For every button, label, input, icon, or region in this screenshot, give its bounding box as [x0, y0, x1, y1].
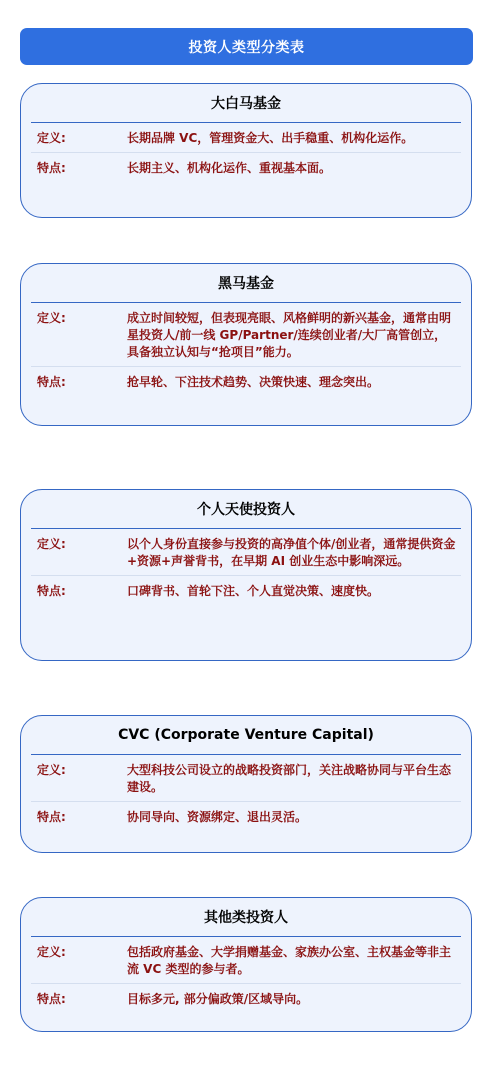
- feature-text: 目标多元, 部分偏政策/区域导向。: [127, 992, 309, 1006]
- definition-row: [31, 529, 461, 576]
- card-title: 黑马基金: [31, 264, 461, 303]
- card-big-white-horse-fund: [20, 83, 472, 218]
- feature-text: 抢早轮、下注技术趋势、决策快速、理念突出。: [127, 375, 380, 389]
- card-dark-horse-fund: [20, 263, 472, 426]
- card-other-investors: [20, 897, 472, 1032]
- definition-label: 定义:: [37, 945, 66, 959]
- feature-row: [31, 153, 461, 182]
- card-title: 个人天使投资人: [31, 490, 461, 529]
- definition-row: [31, 303, 461, 367]
- definition-text: 成立时间较短，但表现亮眼、风格鲜明的新兴基金，通常由明星投资人/前一线 GP/Partner/连续创业者/大厂高管创立，具备独立认知与“抢项目”能力。: [127, 311, 452, 359]
- definition-row: [31, 123, 461, 153]
- card-angel-investor: [20, 489, 472, 661]
- feature-text: 协同导向、资源绑定、退出灵活。: [127, 810, 308, 824]
- feature-label: 特点:: [37, 810, 66, 824]
- feature-text: 口碑背书、首轮下注、个人直觉决策、速度快。: [127, 584, 380, 598]
- feature-row: [31, 984, 461, 1013]
- feature-row: [31, 367, 461, 396]
- card-title: CVC (Corporate Venture Capital): [31, 716, 461, 755]
- definition-text: 大型科技公司设立的战略投资部门，关注战略协同与平台生态建设。: [127, 763, 452, 794]
- card-title: 其他类投资人: [31, 898, 461, 937]
- card-cvc: [20, 715, 472, 853]
- definition-row: [31, 755, 461, 802]
- definition-label: 定义:: [37, 311, 66, 325]
- definition-label: 定义:: [37, 537, 66, 551]
- definition-label: 定义:: [37, 763, 66, 777]
- definition-row: [31, 937, 461, 984]
- definition-text: 包括政府基金、大学捐赠基金、家族办公室、主权基金等非主流 VC 类型的参与者。: [127, 945, 452, 976]
- feature-row: [31, 802, 461, 831]
- card-title: 大白马基金: [31, 84, 461, 123]
- definition-label: 定义:: [37, 131, 66, 145]
- page-title-banner: 投资人类型分类表: [20, 28, 473, 65]
- feature-text: 长期主义、机构化运作、重视基本面。: [127, 161, 332, 175]
- definition-text: 以个人身份直接参与投资的高净值个体/创业者，通常提供资金+资源+声誉背书，在早期 AI 创业生态中影响深远。: [127, 537, 456, 568]
- feature-row: [31, 576, 461, 605]
- feature-label: 特点:: [37, 992, 66, 1006]
- definition-text: 长期品牌 VC，管理资金大、出手稳重、机构化运作。: [127, 131, 414, 145]
- feature-label: 特点:: [37, 375, 66, 389]
- feature-label: 特点:: [37, 584, 66, 598]
- feature-label: 特点:: [37, 161, 66, 175]
